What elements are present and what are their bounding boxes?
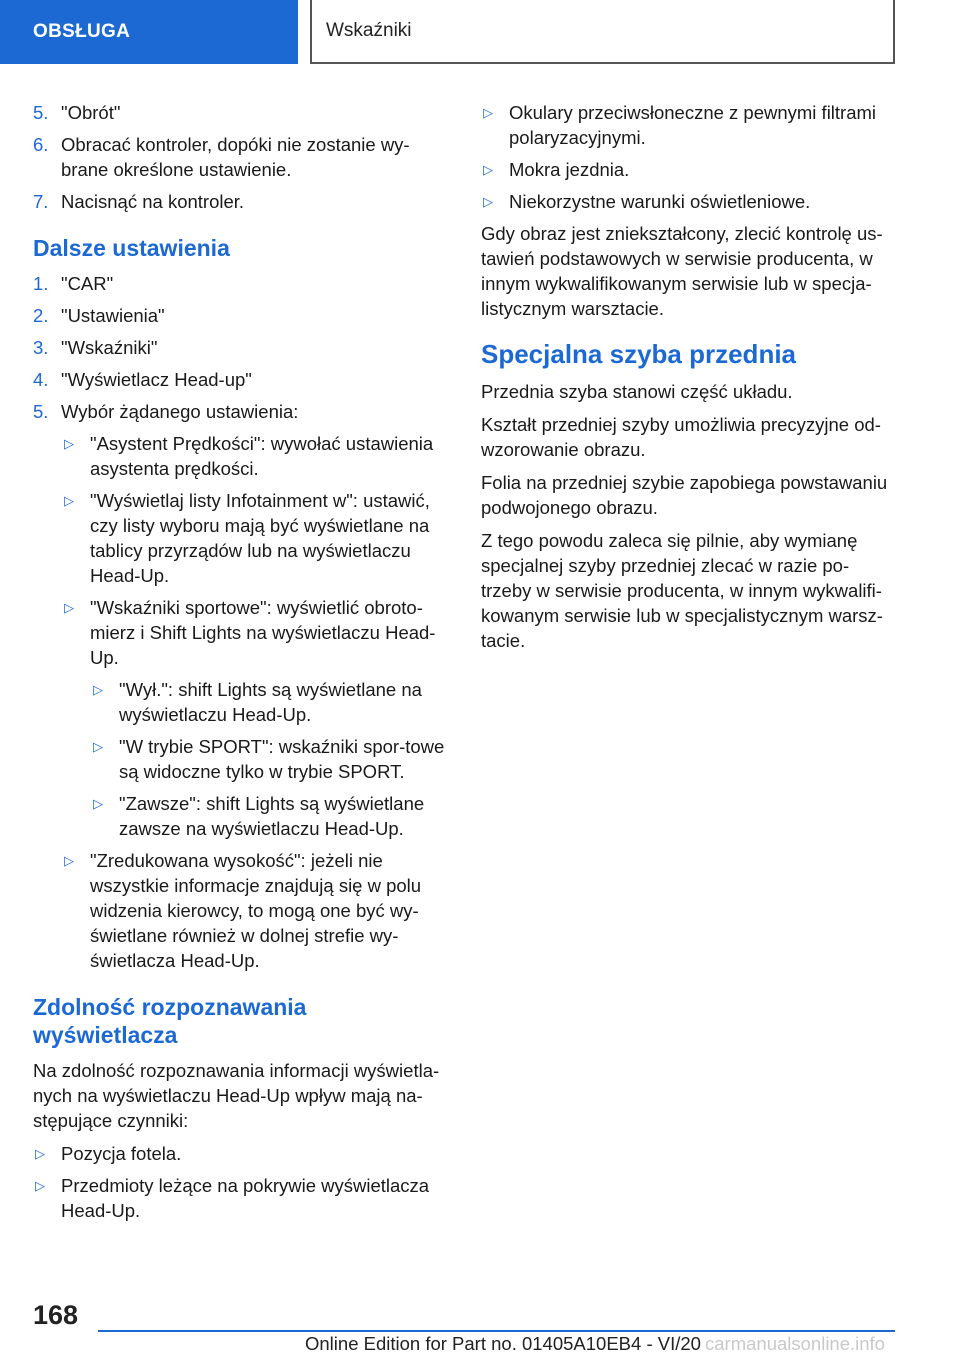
section-tab: OBSŁUGA [0,0,298,64]
page-number: 168 [33,1300,79,1330]
step-number: 4. [33,369,49,390]
right-column [481,100,899,661]
step-number: 5. [33,401,49,422]
watermark: carmanualsonline.info [705,1333,885,1354]
step-number: 2. [33,305,49,326]
paragraph: Na zdolność rozpoznawania informacji wyświetla-nych na wyświetlaczu Head-Up wpływ mają na-stępujące czynniki: [33,1060,440,1131]
section-heading: Zdolność rozpoznawania wyświetlacza [33,994,307,1048]
list-item: 2. "Ustawienia" [33,305,165,326]
triangle-right-icon: ▷ [64,600,74,615]
bullet-item: ▷ "W trybie SPORT": wskaźniki spor-towe są widoczne tylko w trybie SPORT. [93,736,445,782]
bullet-item: ▷ "Wył.": shift Lights są wyświetlane na wyświetlaczu Head-Up. [93,679,422,725]
bullet-item: ▷ "Wskaźniki sportowe": wyświetlić obroto-mierz i Shift Lights na wyświetlaczu Head-Up. [64,597,436,668]
footer-divider [98,1330,895,1332]
list-item: 5. "Obrót" [33,102,121,123]
bullet-item: ▷ "Wyświetlaj listy Infotainment w": ustawić, czy listy wyboru mają być wyświetlane na tablicy przyrządów lub na wyświetlaczu Head-Up. [64,490,430,586]
triangle-right-icon: ▷ [93,739,103,754]
triangle-right-icon: ▷ [35,1146,45,1161]
triangle-right-icon: ▷ [64,436,74,451]
list-item: 5. Wybór żądanego ustawienia: [33,401,299,422]
page-header [0,0,960,66]
paragraph: Folia na przedniej szybie zapobiega powstawaniu podwojonego obrazu. [481,472,888,518]
triangle-right-icon: ▷ [93,682,103,697]
triangle-right-icon: ▷ [93,796,103,811]
step-number: 5. [33,102,49,123]
triangle-right-icon: ▷ [483,162,493,177]
step-number: 1. [33,273,49,294]
triangle-right-icon: ▷ [64,853,74,868]
list-item: 3. "Wskaźniki" [33,337,158,358]
section-heading: Dalsze ustawienia [33,235,230,261]
bullet-item: ▷ Okulary przeciwsłoneczne z pewnymi filtrami polaryzacyjnymi. [483,102,877,148]
list-item: 7. Nacisnąć na kontroler. [33,191,245,212]
paragraph: Kształt przedniej szyby umożliwia precyzyjne od-wzorowanie obrazu. [481,414,881,460]
step-number: 7. [33,191,49,212]
edition-text: Online Edition for Part no. 01405A10EB4 - VI/20 [305,1333,701,1354]
section-heading: Specjalna szyba przednia [481,339,797,369]
bullet-item: ▷ Pozycja fotela. [35,1143,182,1164]
left-column [33,100,451,1230]
triangle-right-icon: ▷ [483,105,493,120]
list-item: 6. Obracać kontroler, dopóki nie zostanie wy-brane określone ustawienie. [33,134,410,180]
bullet-item: ▷ Przedmioty leżące na pokrywie wyświetlacza Head-Up. [35,1175,430,1221]
bullet-item: ▷ "Asystent Prędkości": wywołać ustawienia asystenta prędkości. [64,433,434,479]
paragraph: Z tego powodu zaleca się pilnie, aby wymianę specjalnej szyby przedniej zlecać w razie po-trzeby w serwisie producenta, w innym wykwalifi-kowanym serwisie lub w specjalistycznym warsz-tacie. [481,530,883,651]
bullet-item: ▷ "Zawsze": shift Lights są wyświetlane zawsze na wyświetlaczu Head-Up. [93,793,425,839]
list-item: 4. "Wyświetlacz Head-up" [33,369,252,390]
bullet-item: ▷ "Zredukowana wysokość": jeżeli nie wszystkie informacje znajdują się w polu widzenia kierowcy, to mogą one być wy-świetlane również w dolnej strefie wy-świetlacza Head-Up. [64,850,422,971]
chapter-title: Wskaźniki [312,0,895,64]
triangle-right-icon: ▷ [35,1178,45,1193]
step-number: 6. [33,134,49,155]
bullet-item: ▷ Mokra jezdnia. [483,159,630,180]
paragraph: Gdy obraz jest zniekształcony, zlecić kontrolę us-tawień podstawowych w serwisie producenta, w innym wykwalifikowanym serwisie lub w specja-listycznym warsztacie. [481,223,883,319]
triangle-right-icon: ▷ [64,493,74,508]
bullet-item: ▷ Niekorzystne warunki oświetleniowe. [483,191,811,212]
list-item: 1. "CAR" [33,273,114,294]
triangle-right-icon: ▷ [483,194,493,209]
paragraph: Przednia szyba stanowi część układu. [481,381,793,402]
step-number: 3. [33,337,49,358]
